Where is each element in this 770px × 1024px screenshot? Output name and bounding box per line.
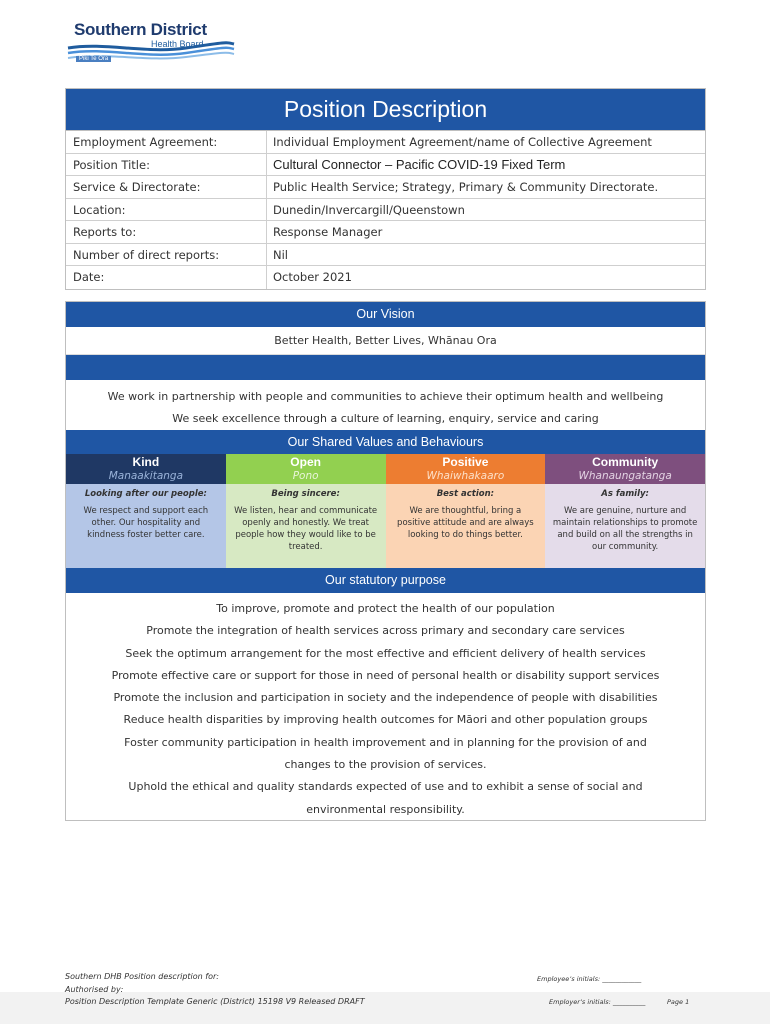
statutory-line: Foster community participation in health improvement and in planning for the provision of and xyxy=(124,735,647,749)
value-header xyxy=(386,454,546,484)
statutory-line: Seek the optimum arrangement for the most effective and efficient delivery of health services xyxy=(125,646,646,660)
vision-values-section xyxy=(65,301,706,821)
statutory-line: Uphold the ethical and quality standards expected of use and to exhibit a sense of social and xyxy=(128,780,643,794)
value-title: Positive xyxy=(442,455,489,469)
behaviour-heading: As family: xyxy=(601,489,649,499)
behaviour-text: We respect and support each other. Our hospitality and kindness foster better care. xyxy=(83,506,209,540)
statutory-heading: Our statutory purpose xyxy=(66,568,705,593)
values-grid xyxy=(66,454,705,568)
pd-row-employment-agreement xyxy=(66,131,705,154)
value-maori-name: Whanaungatanga xyxy=(578,470,672,482)
value-kind xyxy=(66,454,226,568)
employer-initials: Employer’s initials: __________ xyxy=(549,998,646,1006)
mission-band xyxy=(66,355,705,380)
value-maori-name: Whaiwhakaaro xyxy=(426,470,505,482)
footer-authorised-by: Authorised by: xyxy=(65,985,124,994)
pd-value: October 2021 xyxy=(273,270,352,284)
pd-row-position-title xyxy=(66,154,705,177)
mission-statement xyxy=(66,380,705,430)
value-title: Open xyxy=(290,455,321,469)
footer-position-for: Southern DHB Position description for: xyxy=(65,972,219,981)
footer-template-name: Position Description Template Generic (District) 15198 V9 Released DRAFT xyxy=(65,997,365,1006)
pd-label: Number of direct reports: xyxy=(66,244,267,266)
position-description-table xyxy=(65,88,706,290)
mission-line: We seek excellence through a culture of learning, enquiry, service and caring xyxy=(172,412,599,425)
value-body xyxy=(386,484,546,568)
logo-subtitle: Health Board xyxy=(151,39,204,49)
page-title: Position Description xyxy=(66,89,705,131)
value-title: Community xyxy=(592,455,659,469)
values-heading: Our Shared Values and Behaviours xyxy=(66,430,705,454)
behaviour-heading: Being sincere: xyxy=(271,489,340,499)
pd-value: Cultural Connector – Pacific COVID-19 Fixed Term xyxy=(273,156,566,172)
value-open xyxy=(226,454,386,568)
statutory-line: Reduce health disparities by improving health outcomes for Māori and other population groups xyxy=(123,713,648,727)
statutory-line: To improve, promote and protect the health of our population xyxy=(216,602,555,615)
pd-label: Date: xyxy=(66,266,267,289)
pd-label: Service & Directorate: xyxy=(66,176,267,198)
statutory-line: Promote the integration of health services across primary and secondary care services xyxy=(146,624,625,638)
value-title: Kind xyxy=(132,455,160,469)
behaviour-text: We listen, hear and communicate openly and honestly. We treat people how they would like to be treated. xyxy=(234,506,378,552)
statutory-line: Promote effective care or support for those in need of personal health or disability support services xyxy=(111,668,660,682)
statutory-purpose-list xyxy=(66,593,705,821)
pd-row-location xyxy=(66,199,705,222)
vision-heading: Our Vision xyxy=(66,302,705,327)
employee-initials: Employee’s initials: ____________ xyxy=(537,975,642,983)
value-header xyxy=(226,454,386,484)
behaviour-heading: Best action: xyxy=(436,489,495,499)
pd-value: Dunedin/Invercargill/Queenstown xyxy=(273,202,465,217)
value-body xyxy=(226,484,386,568)
statutory-line: environmental responsibility. xyxy=(306,802,465,816)
pd-value: Response Manager xyxy=(273,225,383,239)
value-maori-name: Pono xyxy=(292,470,319,482)
value-header xyxy=(545,454,705,484)
pd-value: Nil xyxy=(273,247,288,262)
logo-title: Southern District xyxy=(74,20,207,39)
pd-row-reports-to xyxy=(66,221,705,244)
mission-line: We work in partnership with people and communities to achieve their optimum health and wellbeing xyxy=(107,390,664,403)
behaviour-text: We are thoughtful, bring a positive attitude and are always looking to do things better. xyxy=(397,506,534,540)
logo-tagline: Piki Te Ora xyxy=(76,56,111,62)
vision-statement: Better Health, Better Lives, Whānau Ora xyxy=(66,327,705,355)
southern-dhb-logo xyxy=(66,18,236,68)
behaviour-heading: Looking after our people: xyxy=(84,489,207,499)
pd-label: Employment Agreement: xyxy=(66,131,267,153)
pd-label: Reports to: xyxy=(66,221,267,243)
pd-value: Individual Employment Agreement/name of Collective Agreement xyxy=(273,135,652,149)
value-body xyxy=(66,484,226,568)
value-positive xyxy=(386,454,546,568)
statutory-line: changes to the provision of services. xyxy=(284,758,487,772)
statutory-line: Promote the inclusion and participation in society and the independence of people with disabilities xyxy=(113,691,658,705)
value-community xyxy=(545,454,705,568)
pd-row-service-directorate xyxy=(66,176,705,199)
pd-value: Public Health Service; Strategy, Primary & Community Directorate. xyxy=(273,180,659,194)
value-header xyxy=(66,454,226,484)
pd-row-direct-reports xyxy=(66,244,705,267)
value-maori-name: Manaakitanga xyxy=(108,470,184,482)
behaviour-text: We are genuine, nurture and maintain relationships to promote and build on all the strengths in our community. xyxy=(552,506,698,552)
pd-label: Location: xyxy=(66,199,267,221)
pd-row-date xyxy=(66,266,705,289)
value-body xyxy=(545,484,705,568)
page-number: Page 1 xyxy=(667,998,690,1006)
pd-label: Position Title: xyxy=(66,154,267,176)
